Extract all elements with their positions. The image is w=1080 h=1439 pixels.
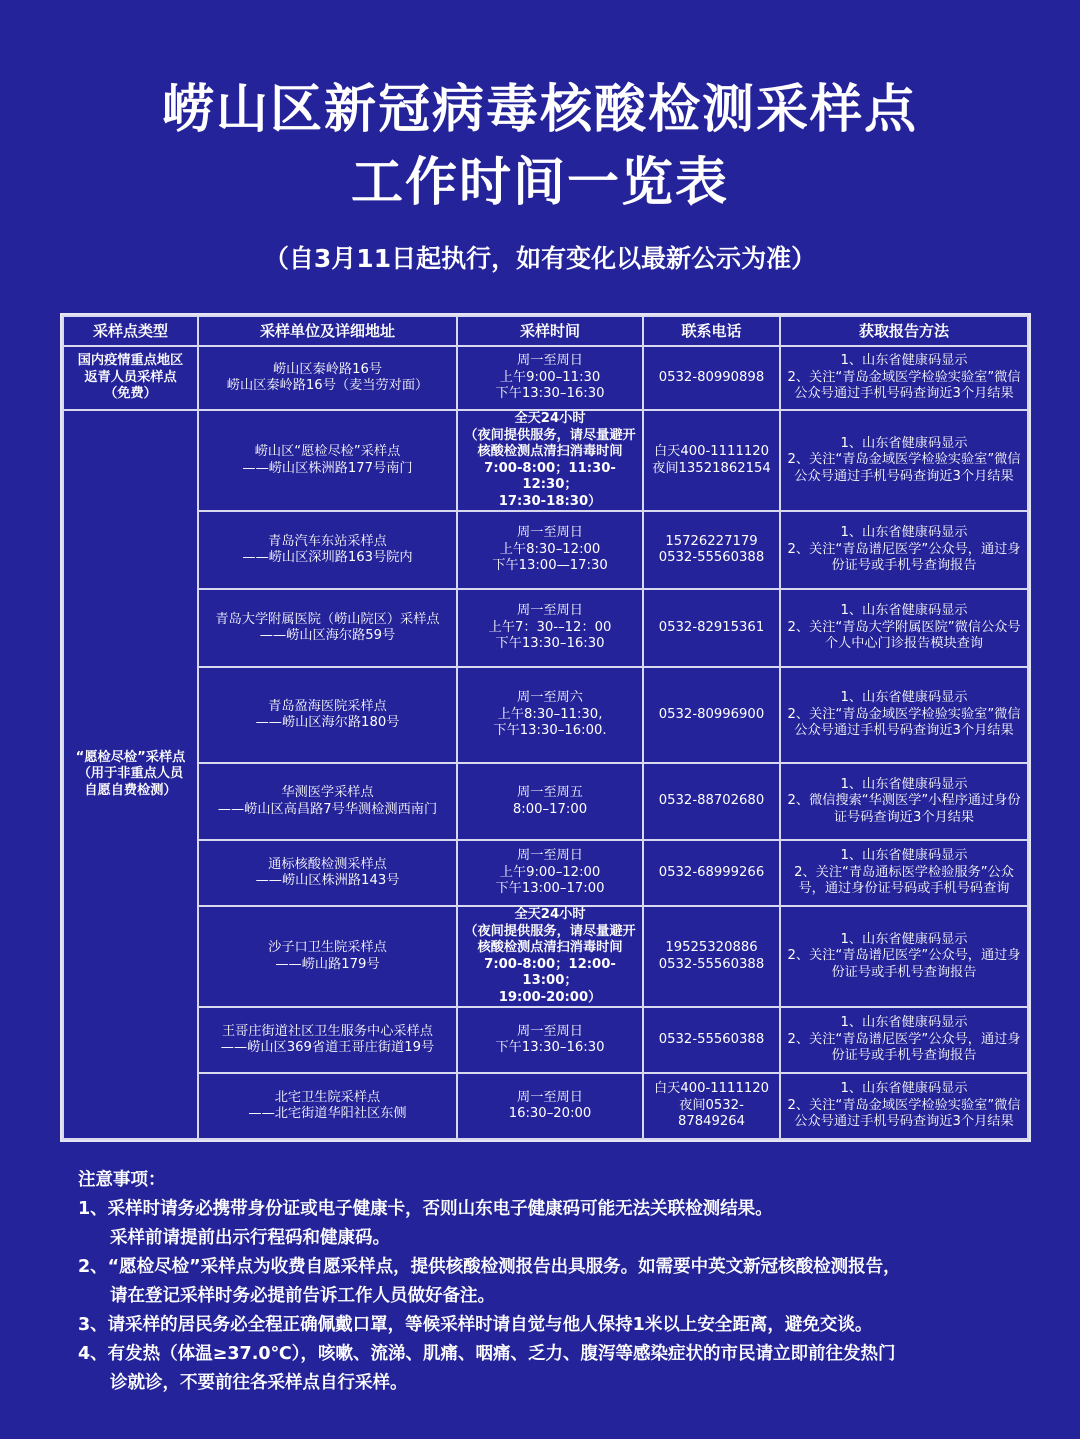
page-title-line1: 崂山区新冠病毒核酸检测采样点 — [161, 80, 918, 140]
phone-cell: 0532-55560388 — [643, 1007, 780, 1073]
table-row — [63, 906, 1028, 1007]
table-row — [63, 589, 1028, 667]
report-cell: 1、山东省健康码显示 2、关注“青岛金域医学检验实验室”微信 公众号通过手机号码查询近3个月结果 — [780, 1073, 1028, 1139]
note-item-2-cont: 请在登记采样时务必提前告诉工作人员做好备注。 — [110, 1286, 495, 1306]
phone-cell: 15726227179 0532-55560388 — [643, 511, 780, 589]
sampling-points-table — [62, 315, 1029, 1140]
report-cell: 1、山东省健康码显示 2、关注“青岛谱尼医学”公众号，通过身 份证号或手机号查询报告 — [780, 906, 1028, 1007]
type-cell-free: 国内疫情重点地区 返青人员采样点 （免费） — [63, 346, 198, 410]
report-cell: 1、山东省健康码显示 2、关注“青岛大学附属医院”微信公众号 个人中心门诊报告模块查询 — [780, 589, 1028, 667]
note-item-4-cont: 诊就诊，不要前往各采样点自行采样。 — [110, 1373, 408, 1393]
note-item-1-cont: 采样前请提前出示行程码和健康码。 — [110, 1228, 390, 1248]
table-row — [63, 1073, 1028, 1139]
phone-cell: 19525320886 0532-55560388 — [643, 906, 780, 1007]
phone-cell: 白天400-1111120 夜间13521862154 — [643, 410, 780, 511]
report-cell: 1、山东省健康码显示 2、关注“青岛谱尼医学”公众号，通过身 份证号或手机号查询报告 — [780, 511, 1028, 589]
table-row — [63, 763, 1028, 840]
address-cell: 王哥庄街道社区卫生服务中心采样点 ——崂山区369省道王哥庄街道19号 — [198, 1007, 457, 1073]
phone-cell: 0532-68999266 — [643, 840, 780, 906]
time-cell: 周一至周日 上午7：30-–12：00 下午13:30–16:30 — [457, 589, 643, 667]
note-item-2: 2、“愿检尽检”采样点为收费自愿采样点，提供核酸检测报告出具服务。如需要中英文新冠核酸检测报告， — [78, 1257, 901, 1277]
header-time: 采样时间 — [457, 316, 643, 346]
time-cell: 周一至周日 上午8:30–12:00 下午13:00—17:30 — [457, 511, 643, 589]
report-cell: 1、山东省健康码显示 2、微信搜索“华测医学”小程序通过身份 证号码查询近3个月结果 — [780, 763, 1028, 840]
report-cell: 1、山东省健康码显示 2、关注“青岛金域医学检验实验室”微信 公众号通过手机号码查询近3个月结果 — [780, 410, 1028, 511]
phone-cell: 0532-82915361 — [643, 589, 780, 667]
report-cell: 1、山东省健康码显示 2、关注“青岛金域医学检验实验室”微信 公众号通过手机号码查询近3个月结果 — [780, 346, 1028, 410]
time-cell: 周一至周日 上午9:00–11:30 下午13:30–16:30 — [457, 346, 643, 410]
type-cell-voluntary: “愿检尽检”采样点 （用于非重点人员 自愿自费检测） — [63, 410, 198, 1139]
phone-cell: 0532-88702680 — [643, 763, 780, 840]
table-row — [63, 667, 1028, 763]
report-cell: 1、山东省健康码显示 2、关注“青岛金域医学检验实验室”微信 公众号通过手机号码查询近3个月结果 — [780, 667, 1028, 763]
time-cell: 全天24小时 （夜间提供服务，请尽量避开 核酸检测点清扫消毒时间 7:00-8:00；12:00-13:00； 19:00-20:00） — [457, 906, 643, 1007]
table-header-row — [63, 316, 1028, 346]
table-row — [63, 840, 1028, 906]
table-row — [63, 511, 1028, 589]
time-cell: 全天24小时 （夜间提供服务，请尽量避开 核酸检测点清扫消毒时间 7:00-8:00；11:30-12:30； 17:30-18:30） — [457, 410, 643, 511]
header-report: 获取报告方法 — [780, 316, 1028, 346]
address-cell: 华测医学采样点 ——崂山区高昌路7号华测检测西南门 — [198, 763, 457, 840]
time-cell: 周一至周六 上午8:30–11:30, 下午13:30–16:00. — [457, 667, 643, 763]
header-address: 采样单位及详细地址 — [198, 316, 457, 346]
note-item-1: 1、采样时请务必携带身份证或电子健康卡，否则山东电子健康码可能无法关联检测结果。 — [78, 1199, 773, 1219]
page-subtitle: （自3月11日起执行，如有变化以最新公示为准） — [263, 244, 817, 273]
time-cell: 周一至周日 上午9:00–12:00 下午13:00–17:00 — [457, 840, 643, 906]
address-cell: 崂山区“愿检尽检”采样点 ——崂山区株洲路177号南门 — [198, 410, 457, 511]
time-cell: 周一至周日 下午13:30–16:30 — [457, 1007, 643, 1073]
address-cell: 青岛大学附属医院（崂山院区）采样点 ——崂山区海尔路59号 — [198, 589, 457, 667]
table-row — [63, 346, 1028, 410]
phone-cell: 0532-80996900 — [643, 667, 780, 763]
table-row — [63, 410, 1028, 511]
phone-cell: 0532-80990898 — [643, 346, 780, 410]
time-cell: 周一至周日 16:30–20:00 — [457, 1073, 643, 1139]
report-cell: 1、山东省健康码显示 2、关注“青岛通标医学检验服务”公众 号，通过身份证号码或手机号码查询 — [780, 840, 1028, 906]
time-cell: 周一至周五 8:00–17:00 — [457, 763, 643, 840]
header-phone: 联系电话 — [643, 316, 780, 346]
note-item-4: 4、有发热（体温≥37.0℃），咳嗽、流涕、肌痛、咽痛、乏力、腹泻等感染症状的市民请立即前往发热门 — [78, 1344, 896, 1364]
phone-cell: 白天400-1111120 夜间0532-87849264 — [643, 1073, 780, 1139]
address-cell: 沙子口卫生院采样点 ——崂山路179号 — [198, 906, 457, 1007]
address-cell: 北宅卫生院采样点 ——北宅街道华阳社区东侧 — [198, 1073, 457, 1139]
header-type: 采样点类型 — [63, 316, 198, 346]
notes-section — [78, 1166, 1018, 1398]
report-cell: 1、山东省健康码显示 2、关注“青岛谱尼医学”公众号，通过身 份证号或手机号查询报告 — [780, 1007, 1028, 1073]
table-row — [63, 1007, 1028, 1073]
address-cell: 青岛盈海医院采样点 ——崂山区海尔路180号 — [198, 667, 457, 763]
notes-heading: 注意事项： — [78, 1170, 166, 1190]
note-item-3: 3、请采样的居民务必全程正确佩戴口罩，等候采样时请自觉与他人保持1米以上安全距离，避免交谈。 — [78, 1315, 873, 1335]
address-cell: 青岛汽车东站采样点 ——崂山区深圳路163号院内 — [198, 511, 457, 589]
address-cell: 崂山区秦岭路16号 崂山区秦岭路16号（麦当劳对面） — [198, 346, 457, 410]
address-cell: 通标核酸检测采样点 ——崂山区株洲路143号 — [198, 840, 457, 906]
page-title-line2: 工作时间一览表 — [350, 153, 729, 213]
